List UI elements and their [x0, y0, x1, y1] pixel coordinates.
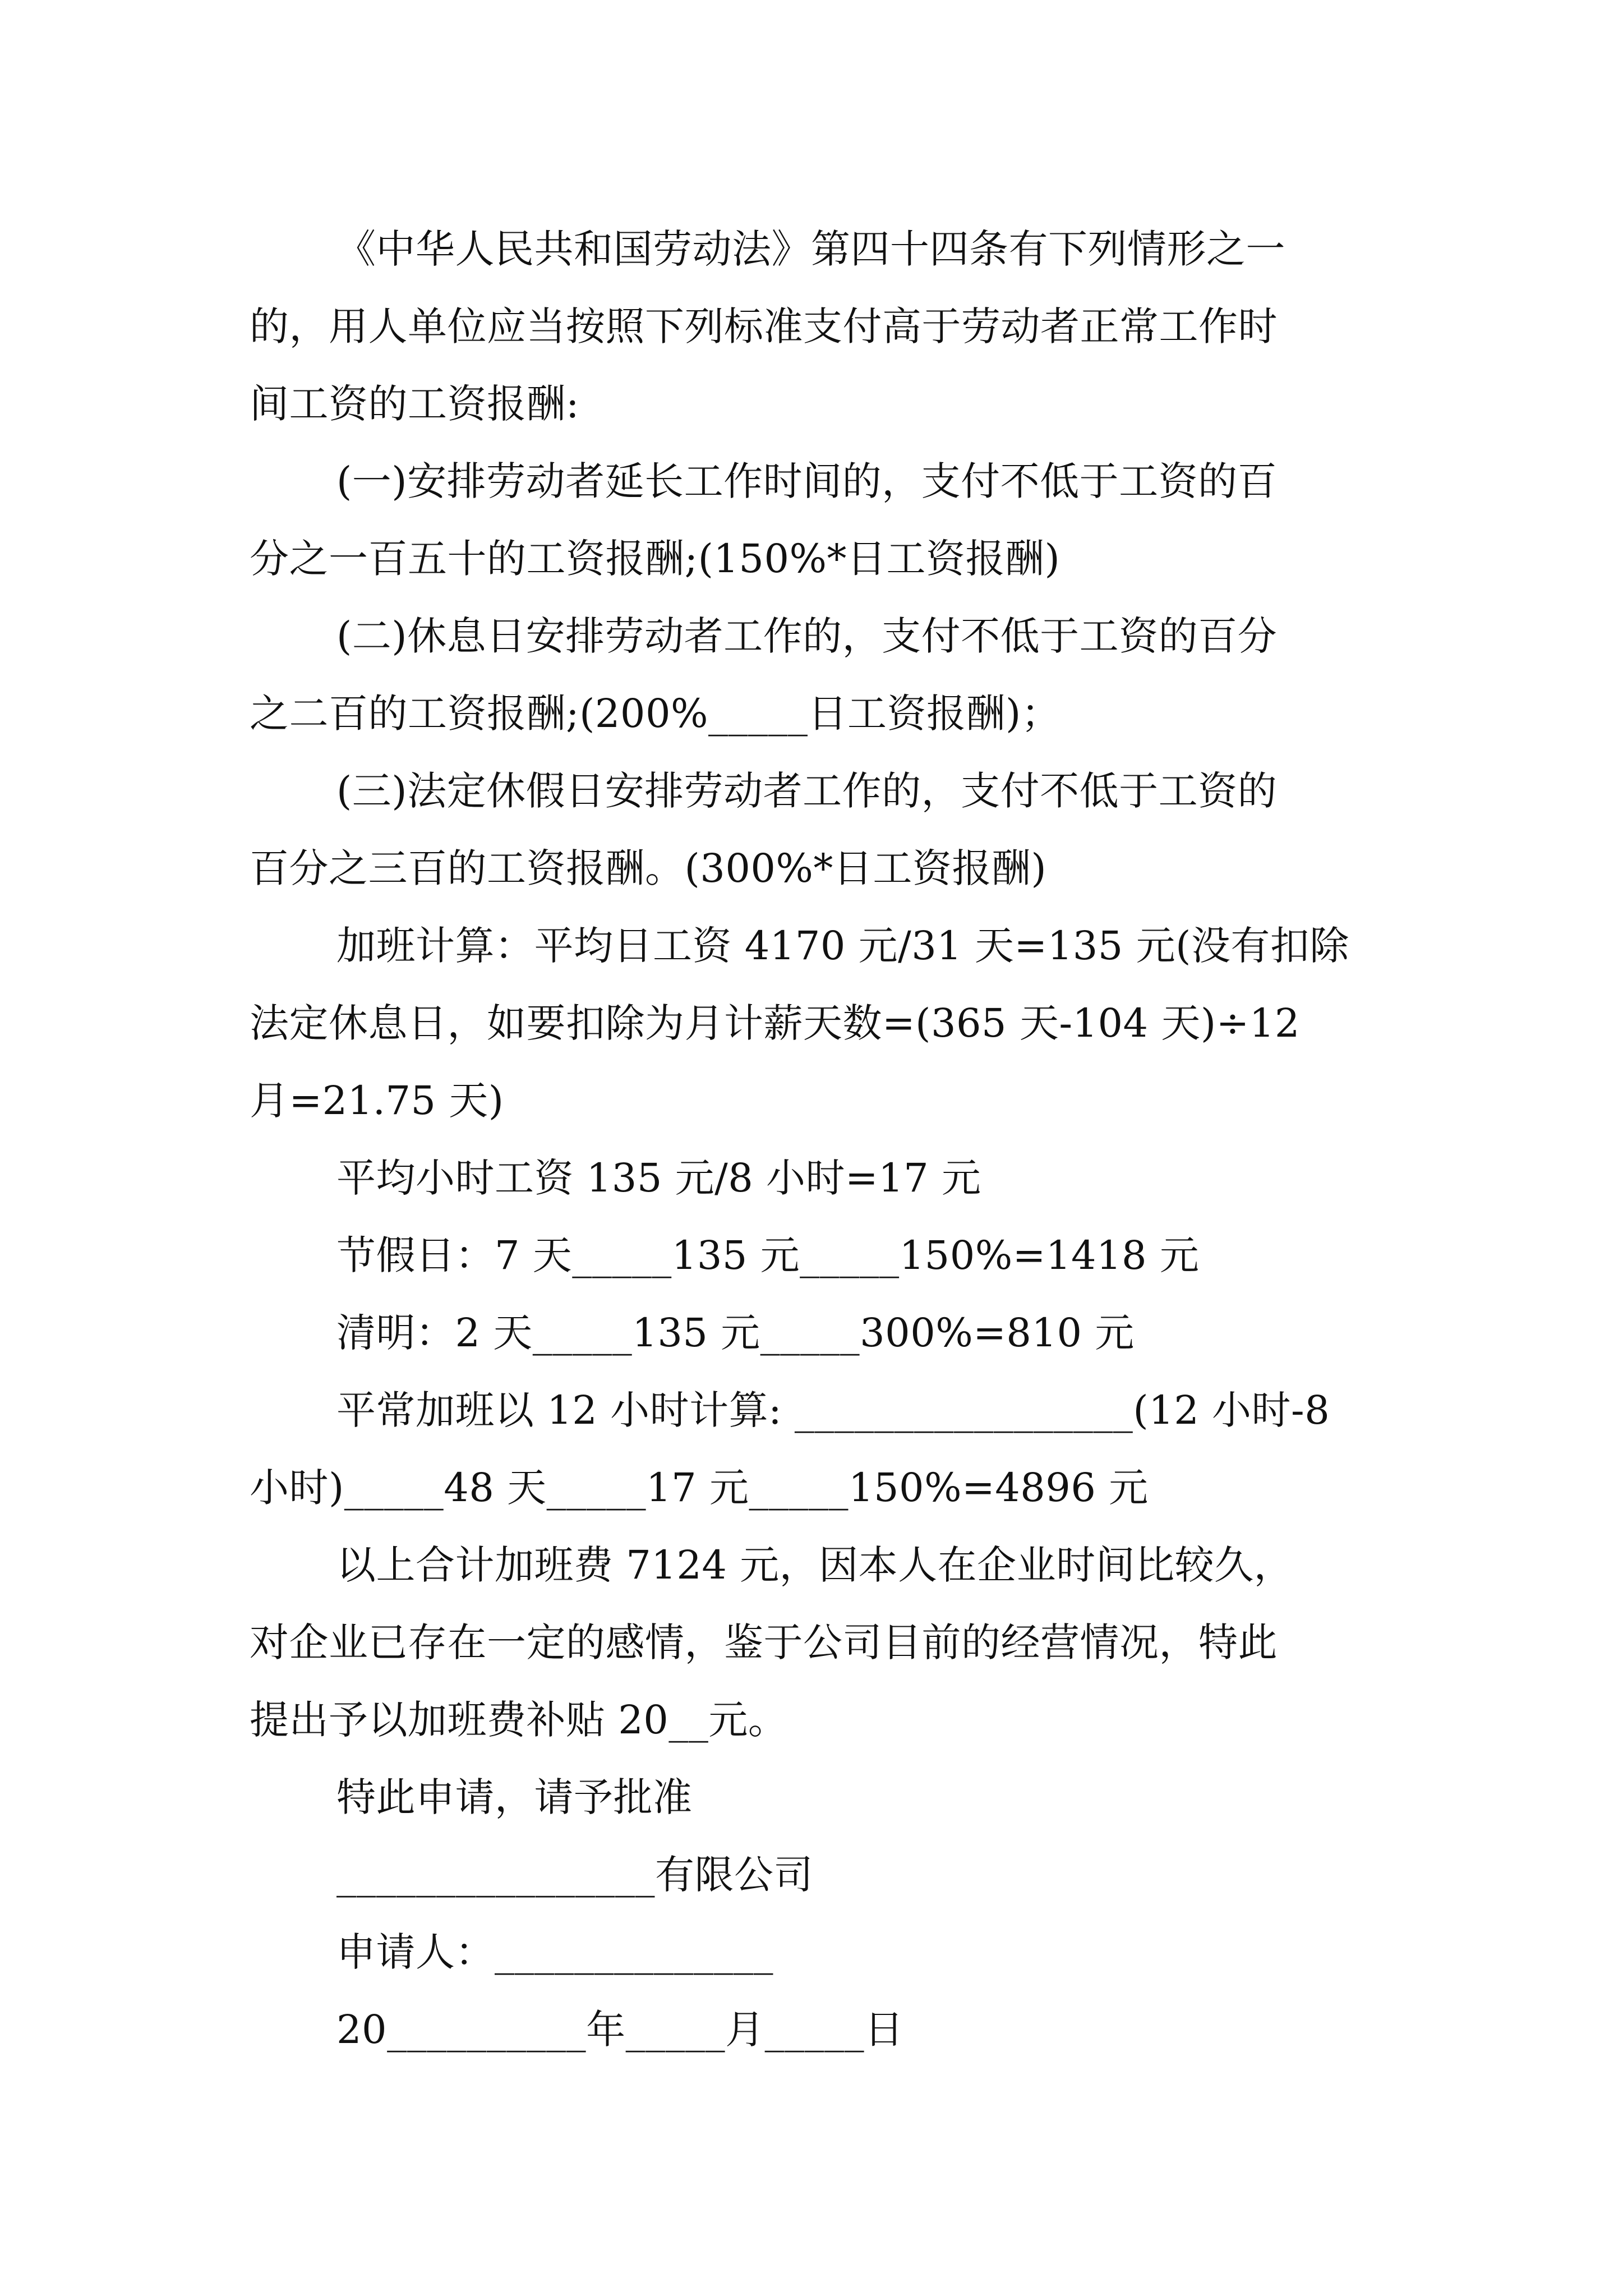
company-signature-line: ________________有限公司: [336, 1852, 813, 1898]
text-line: 特此申请，请予批准: [336, 1774, 693, 1820]
text-line: 清明：2 天_____135 元_____300%=810 元: [336, 1310, 1135, 1356]
applicant-signature-line: 申请人：______________: [336, 1929, 773, 1975]
text-line: 平常加班以 12 小时计算: _________________(12 小时-8: [336, 1387, 1330, 1433]
text-line: (二)休息日安排劳动者工作的，支付不低于工资的百分: [336, 613, 1278, 659]
text-line: 节假日：7 天_____135 元_____150%=1418 元: [336, 1232, 1200, 1278]
text-line: 以上合计加班费 7124 元，因本人在企业时间比较久，: [336, 1542, 1294, 1588]
text-line: (三)法定休假日安排劳动者工作的，支付不低于工资的: [336, 768, 1278, 814]
text-line: 加班计算：平均日工资 4170 元/31 天=135 元(没有扣除: [336, 923, 1349, 969]
text-line: 法定休息日，如要扣除为月计薪天数=(365 天-104 天)÷12: [250, 1000, 1300, 1046]
date-line: 20__________年_____月_____日: [336, 2007, 904, 2053]
text-line: 月=21.75 天): [250, 1078, 504, 1124]
text-line: 《中华人民共和国劳动法》第四十四条有下列情形之一: [336, 226, 1285, 272]
text-line: 提出予以加班费补贴 20__元。: [250, 1697, 788, 1743]
text-line: (一)安排劳动者延长工作时间的，支付不低于工资的百: [336, 458, 1278, 504]
text-line: 对企业已存在一定的感情，鉴于公司目前的经营情况，特此: [250, 1619, 1278, 1665]
text-line: 平均小时工资 135 元/8 小时=17 元: [336, 1155, 981, 1201]
text-line: 百分之三百的工资报酬。(300%*日工资报酬): [250, 845, 1047, 891]
text-line: 之二百的工资报酬;(200%_____日工资报酬)；: [250, 691, 1061, 737]
text-line: 小时)_____48 天_____17 元_____150%=4896 元: [250, 1465, 1149, 1511]
document-body: [250, 210, 1382, 2068]
text-line: 分之一百五十的工资报酬;(150%*日工资报酬): [250, 536, 1061, 582]
text-line: 间工资的工资报酬:: [250, 381, 580, 427]
text-line: 的，用人单位应当按照下列标准支付高于劳动者正常工作时: [250, 303, 1278, 349]
